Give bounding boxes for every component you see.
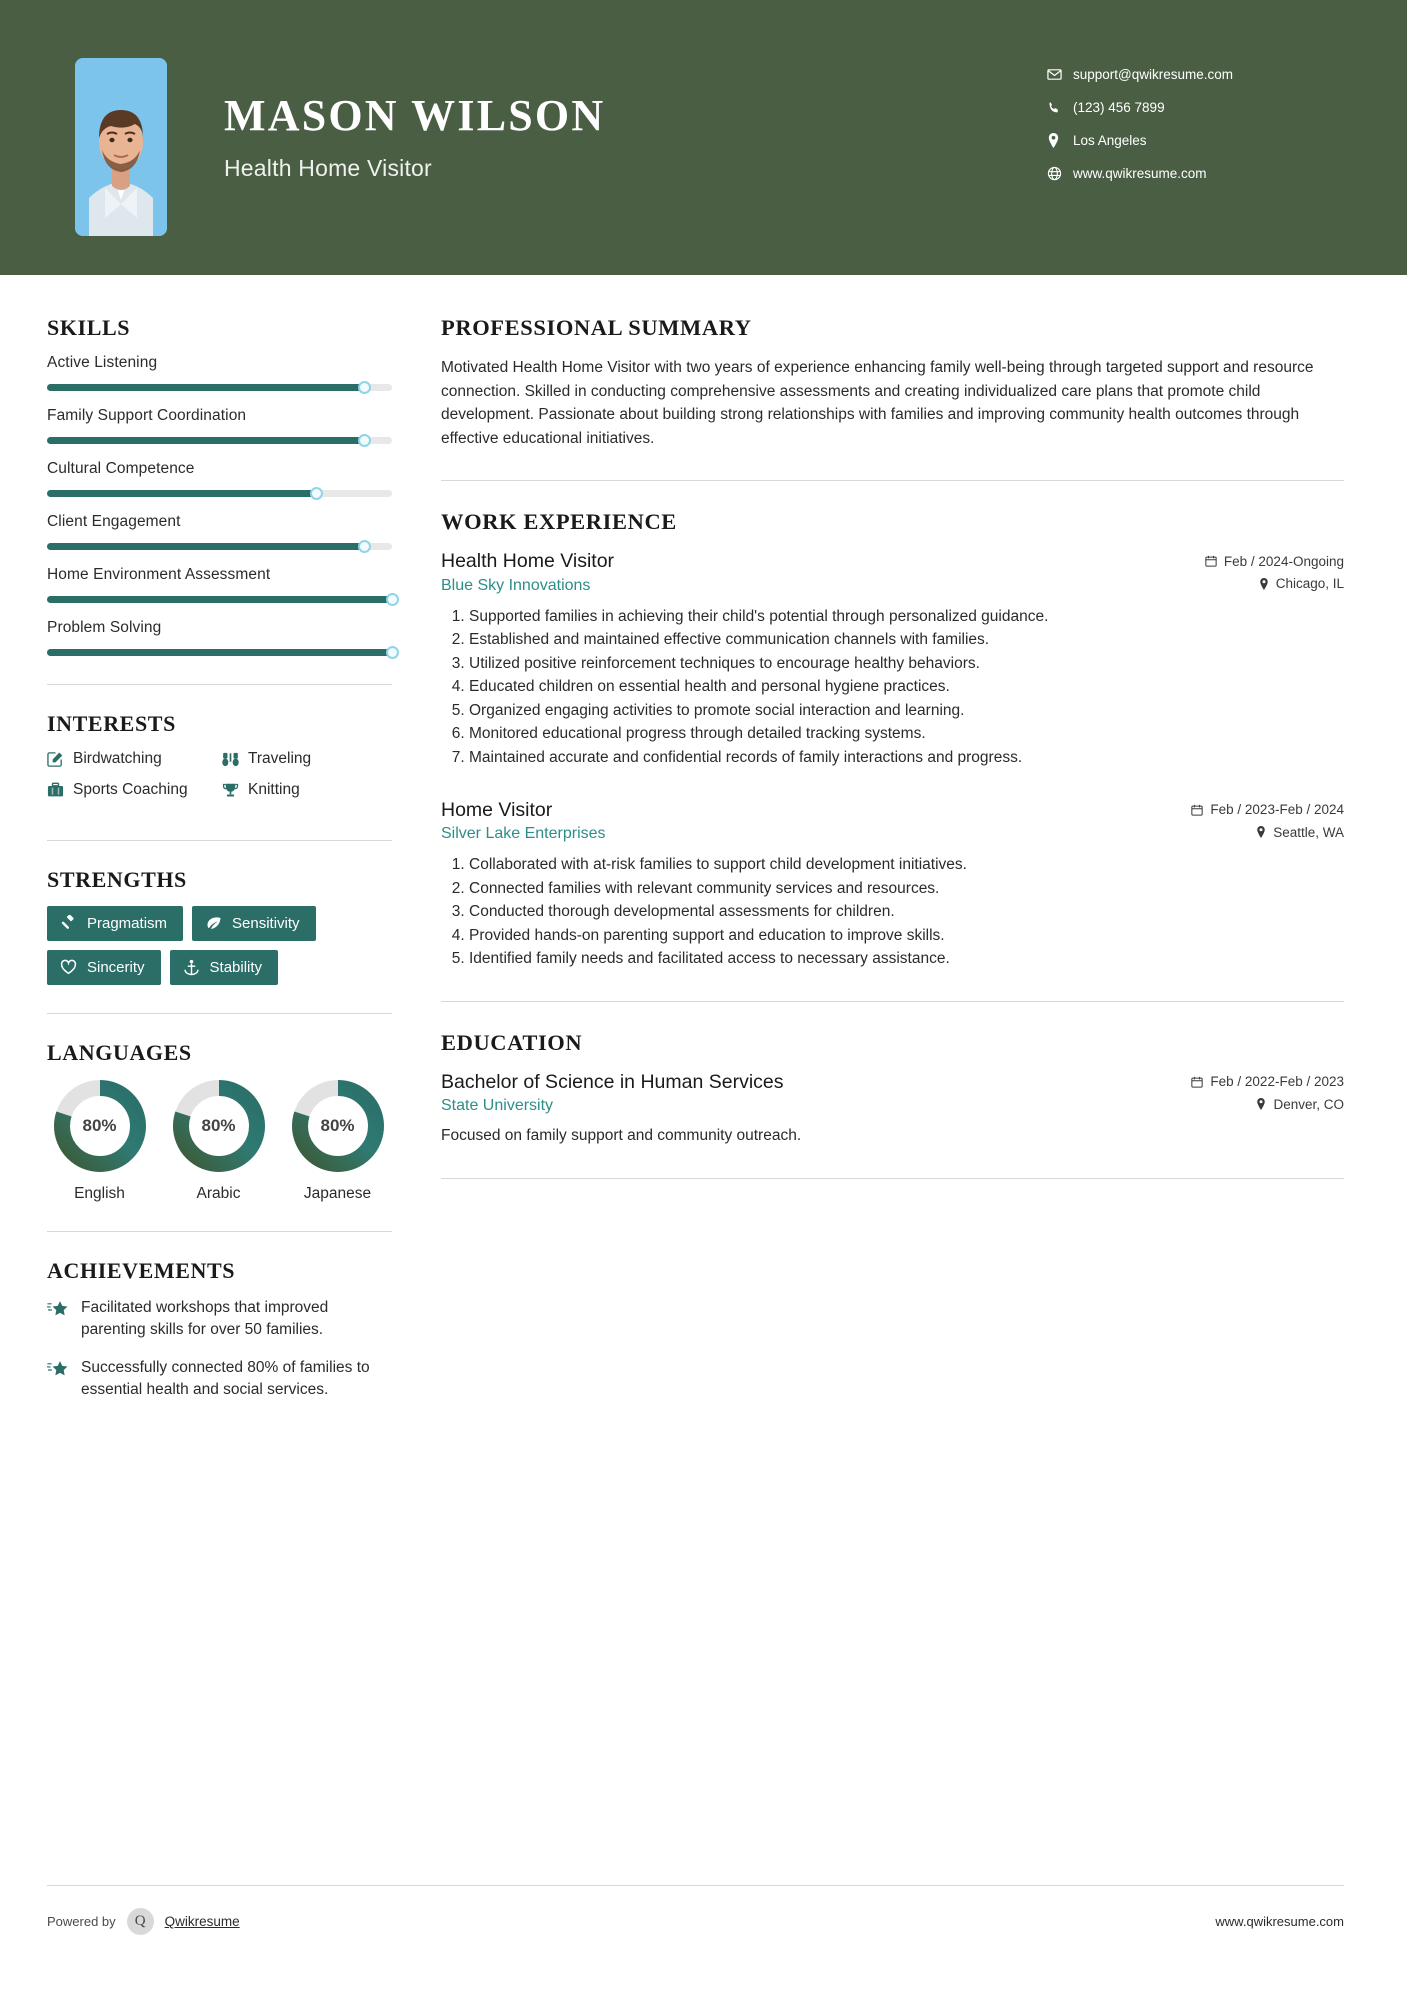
candidate-job-title: Health Home Visitor [224, 155, 432, 181]
contact-website-value: www.qwikresume.com [1073, 166, 1207, 181]
divider [47, 840, 392, 841]
skill-label: Family Support Coordination [47, 407, 247, 424]
contact-website[interactable] [1047, 157, 1337, 190]
name-block [224, 58, 1047, 182]
experience-bullet-list [441, 854, 1344, 970]
calendar-icon [1191, 804, 1203, 816]
globe-icon [1047, 166, 1073, 181]
briefcase-icon [47, 782, 73, 799]
map-pin-icon [1259, 578, 1269, 590]
education-entry-sub [441, 1097, 1344, 1116]
sidebar [0, 275, 400, 1417]
strength-badge [47, 950, 161, 985]
experience-bullet: 2. Connected families with relevant community services and resources. [469, 878, 1344, 900]
languages-section [47, 1040, 400, 1203]
strength-badge [170, 950, 279, 985]
summary-section [441, 315, 1344, 450]
map-pin-icon [1047, 133, 1073, 148]
language-item [47, 1079, 152, 1203]
interest-item [47, 750, 222, 768]
map-pin-icon [1256, 1098, 1266, 1110]
resume-header [0, 0, 1407, 275]
contact-email[interactable] [1047, 58, 1337, 91]
skill-bar-handle[interactable] [386, 646, 399, 659]
calendar-icon [1191, 1076, 1203, 1088]
achievements-title: ACHIEVEMENTS [47, 1258, 236, 1283]
contact-location[interactable] [1047, 124, 1337, 157]
job-date [1191, 802, 1344, 817]
job-location-value: Seattle, WA [1273, 824, 1344, 840]
contact-phone[interactable] [1047, 91, 1337, 124]
skill-bar-fill [47, 649, 392, 656]
contact-email-value: support@qwikresume.com [1073, 67, 1234, 82]
star-icon [47, 1357, 81, 1401]
star-icon [47, 1297, 81, 1341]
skills-title: SKILLS [47, 315, 131, 340]
candidate-name: MASON WILSON [224, 91, 606, 140]
strength-badge [192, 906, 316, 941]
strength-label: Pragmatism [87, 915, 168, 932]
divider [47, 1013, 392, 1014]
skills-section [47, 315, 400, 656]
contact-location-value: Los Angeles [1073, 133, 1147, 148]
profile-photo [75, 58, 167, 236]
education-location-value: Denver, CO [1273, 1096, 1344, 1112]
experience-bullet: 6. Monitored educational progress through detailed tracking systems. [469, 723, 1344, 745]
achievement-item [47, 1357, 397, 1401]
interest-label: Traveling [248, 750, 312, 767]
experience-bullet: 4. Educated children on essential health and personal hygiene practices. [469, 676, 1344, 698]
experience-bullet: 5. Organized engaging activities to promote social interaction and learning. [469, 700, 1344, 722]
footer-url: www.qwikresume.com [1215, 1914, 1344, 1929]
education-degree: Bachelor of Science in Human Services [441, 1070, 784, 1093]
skill-item [47, 407, 400, 444]
powered-by-label: Powered by [47, 1914, 116, 1929]
skill-item [47, 566, 400, 603]
strength-label: Sincerity [87, 959, 145, 976]
language-item [285, 1079, 390, 1203]
education-date-value: Feb / 2022-Feb / 2023 [1210, 1074, 1344, 1090]
language-item [166, 1079, 271, 1203]
experience-bullet: 1. Supported families in achieving their child's potential through personalized guidance. [469, 606, 1344, 628]
experience-bullet: 3. Utilized positive reinforcement techniques to encourage healthy behaviors. [469, 653, 1344, 675]
interest-label: Knitting [248, 781, 300, 798]
experience-entry-head [441, 550, 1344, 573]
contact-list [1047, 58, 1337, 190]
job-location [1259, 576, 1344, 591]
page-footer [47, 1885, 1344, 1935]
education-date [1191, 1074, 1344, 1089]
skill-label: Client Engagement [47, 513, 181, 530]
skill-bar-handle[interactable] [310, 487, 323, 500]
achievements-section [47, 1258, 400, 1401]
education-title: EDUCATION [441, 1029, 583, 1055]
language-donut-chart [53, 1079, 147, 1173]
experience-entry-head [441, 799, 1344, 822]
job-date-value: Feb / 2023-Feb / 2024 [1210, 802, 1344, 818]
skill-bar [47, 596, 392, 603]
skill-label: Home Environment Assessment [47, 566, 271, 583]
job-company: Silver Lake Enterprises [441, 825, 606, 843]
language-percent: 80% [201, 1116, 236, 1135]
achievement-item [47, 1297, 397, 1341]
experience-bullet: 4. Provided hands-on parenting support and education to improve skills. [469, 925, 1344, 947]
summary-text: Motivated Health Home Visitor with two years of experience enhancing family well-being through targeted support and resource connection. Skilled in conducting comprehensive assessments and creating individualized care plans that promote child development. Passionate about building strong relationships with families and improving community health outcomes through effective educational initiatives. [441, 359, 1314, 447]
skill-item [47, 354, 400, 391]
experience-entry [441, 799, 1344, 971]
job-date [1205, 554, 1344, 569]
trophy-icon [222, 782, 248, 799]
contact-phone-value: (123) 456 7899 [1073, 100, 1165, 115]
divider [441, 480, 1344, 481]
interest-label: Birdwatching [73, 750, 162, 767]
qwikresume-brand-link[interactable]: Qwikresume [164, 1914, 240, 1929]
language-donut-chart [291, 1079, 385, 1173]
skill-bar-handle[interactable] [386, 593, 399, 606]
achievement-text: Successfully connected 80% of families to essential health and social services. [81, 1359, 370, 1398]
language-percent: 80% [82, 1116, 117, 1135]
skill-label: Active Listening [47, 354, 158, 371]
education-school: State University [441, 1097, 554, 1115]
job-role: Health Home Visitor [441, 550, 615, 573]
language-label: English [74, 1185, 125, 1202]
interests-title: INTERESTS [47, 711, 176, 736]
education-location [1256, 1097, 1344, 1112]
qwikresume-logo-icon: Q [127, 1908, 154, 1935]
skill-item [47, 619, 400, 656]
heart-icon [60, 959, 77, 976]
strength-label: Sensitivity [232, 915, 300, 932]
interest-item [222, 781, 397, 799]
skill-bar-handle[interactable] [358, 434, 371, 447]
pencil-square-icon [47, 751, 73, 768]
strength-label: Stability [209, 959, 263, 976]
education-section [441, 1030, 1344, 1148]
job-role: Home Visitor [441, 798, 553, 821]
binoculars-icon [222, 751, 248, 768]
experience-bullet: 1. Collaborated with at-risk families to support child development initiatives. [469, 854, 1344, 876]
experience-bullet: 2. Established and maintained effective communication channels with families. [469, 629, 1344, 651]
experience-entry [441, 550, 1344, 769]
calendar-icon [1205, 555, 1217, 567]
experience-bullet: 3. Conducted thorough developmental assessments for children. [469, 901, 1344, 923]
divider [47, 1231, 392, 1232]
job-location [1256, 825, 1344, 840]
envelope-icon [1047, 67, 1073, 82]
skill-bar [47, 490, 392, 497]
education-description: Focused on family support and community outreach. [441, 1127, 802, 1145]
language-percent: 80% [320, 1116, 355, 1135]
divider [441, 1001, 1344, 1002]
strengths-title: STRENGTHS [47, 867, 187, 892]
powered-by [47, 1908, 240, 1935]
skill-bar [47, 649, 392, 656]
anchor-icon [183, 959, 200, 976]
gavel-icon [60, 915, 77, 932]
skill-bar-fill [47, 596, 392, 603]
language-donut-chart [172, 1079, 266, 1173]
experience-bullet: 7. Maintained accurate and confidential records of family interactions and progress. [469, 747, 1344, 769]
job-location-value: Chicago, IL [1275, 576, 1344, 592]
job-date-value: Feb / 2024-Ongoing [1223, 553, 1344, 569]
leaf-icon [205, 915, 222, 932]
experience-bullet: 5. Identified family needs and facilitated access to necessary assistance. [469, 948, 1344, 970]
experience-entry-sub [441, 576, 1344, 595]
skill-bar-fill [47, 384, 364, 391]
phone-icon [1047, 101, 1073, 115]
interest-item [47, 781, 222, 799]
divider [47, 684, 392, 685]
skill-bar [47, 384, 392, 391]
skill-bar-handle[interactable] [358, 381, 371, 394]
experience-bullet-list [441, 606, 1344, 769]
interest-label: Sports Coaching [73, 781, 188, 798]
skill-item [47, 460, 400, 497]
summary-title: PROFESSIONAL SUMMARY [441, 315, 752, 340]
main-content [400, 275, 1407, 1417]
experience-entry-sub [441, 825, 1344, 844]
skill-bar [47, 543, 392, 550]
strength-badge [47, 906, 183, 941]
skill-bar-handle[interactable] [358, 540, 371, 553]
strengths-section [47, 867, 400, 985]
achievement-text: Facilitated workshops that improved parenting skills for over 50 families. [81, 1299, 329, 1338]
experience-section [441, 509, 1344, 971]
map-pin-icon [1256, 826, 1266, 838]
skill-bar [47, 437, 392, 444]
language-label: Japanese [303, 1185, 372, 1202]
divider [441, 1178, 1344, 1179]
resume-body [0, 275, 1407, 1417]
skill-bar-fill [47, 543, 364, 550]
skill-bar-fill [47, 437, 364, 444]
interest-item [222, 750, 397, 768]
interests-section [47, 711, 400, 812]
language-label: Arabic [196, 1185, 241, 1202]
skill-label: Cultural Competence [47, 460, 195, 477]
job-company: Blue Sky Innovations [441, 576, 591, 594]
skill-bar-fill [47, 490, 316, 497]
education-entry-head [441, 1071, 1344, 1094]
skill-label: Problem Solving [47, 619, 162, 636]
languages-title: LANGUAGES [47, 1040, 192, 1065]
skill-item [47, 513, 400, 550]
experience-title: WORK EXPERIENCE [441, 509, 677, 535]
